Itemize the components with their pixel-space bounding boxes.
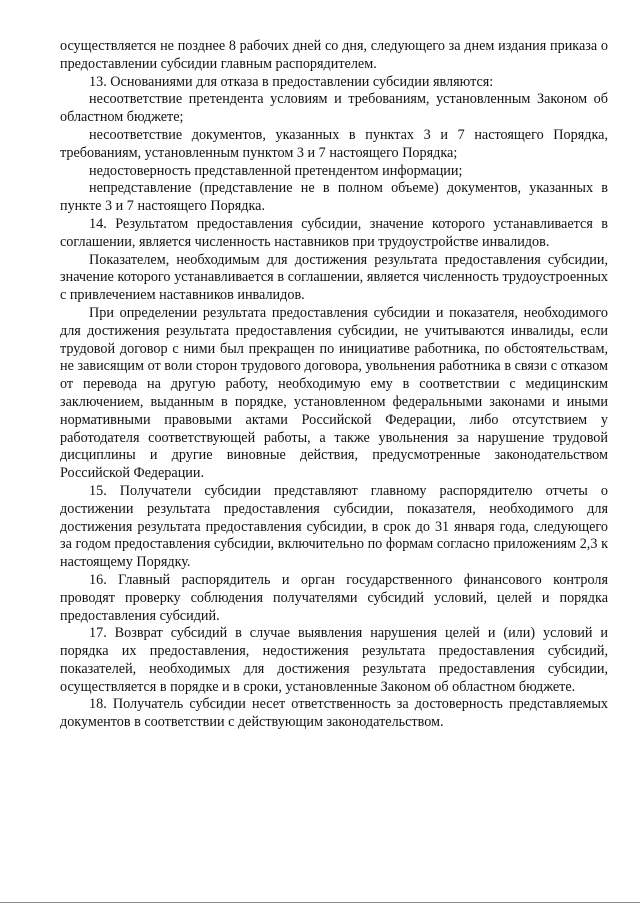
paragraph-13-item-3: недостоверность представленной претендентом информации;	[89, 162, 463, 179]
paragraph-exclusions: При определении результата предоставления субсидии и показателя, необходимого для достижения результата предоставления субсидии, не учитываются инвалиды, если трудовой договор с ними был прекращен по инициативе работника, по обстоятельствам, не зависящим от воли сторон трудового договора, увольнения работника в связи с отказом от перевода на другую работу, необходимую ему в соответствии с медицинским заключением, выданным в порядке, установленном федеральными законами и иными нормативными правовыми актами Российской Федерации, либо отсутствием у работодателя соответствующей работы, а также увольнения за нарушение трудовой дисциплины и другие виновные действия, предусмотренные законодательством Российской Федерации.	[60, 304, 608, 482]
paragraph-18: 18. Получатель субсидии несет ответственность за достоверность представляемых документов в соответствии с действующим законодательством.	[60, 696, 608, 731]
paragraph-13-item-4: непредставление (представление не в полном объеме) документов, указанных в пункте 3 и 7 настоящего Порядка.	[60, 180, 608, 215]
paragraph-17: 17. Возврат субсидий в случае выявления нарушения целей и (или) условий и порядка их предоставления, недостижения результата предоставления субсидий, показателей, необходимых для достижения результата предоставления субсидии, осуществляется в порядке и в сроки, установленные Законом об областном бюджете.	[60, 625, 608, 695]
document-page	[60, 38, 608, 732]
paragraph-continuation: осуществляется не позднее 8 рабочих дней со дня, следующего за днем издания приказа о предоставлении субсидии главным распорядителем.	[60, 38, 608, 72]
paragraph-16: 16. Главный распорядитель и орган государственного финансового контроля проводят проверку соблюдения получателями субсидий условий, целей и порядка предоставления субсидий.	[60, 571, 608, 624]
page-bottom-edge	[0, 902, 640, 903]
paragraph-13-item-1: несоответствие претендента условиям и требованиям, установленным Законом об областном бюджете;	[60, 91, 608, 126]
paragraph-indicator: Показателем, необходимым для достижения результата предоставления субсидии, значение которого устанавливается в соглашении, является численность трудоустроенных с привлечением наставников инвалидов.	[60, 251, 608, 304]
paragraph-13-heading: 13. Основаниями для отказа в предоставлении субсидии являются:	[89, 73, 494, 90]
paragraph-13-item-2: несоответствие документов, указанных в пунктах 3 и 7 настоящего Порядка, требованиям, установленным пунктом 3 и 7 настоящего Порядка;	[60, 126, 608, 161]
paragraph-15: 15. Получатели субсидии представляют главному распорядителю отчеты о достижении результата предоставления субсидии, показателя, необходимого для достижения результата предоставления субсидии, в срок до 31 января года, следующего за годом предоставления субсидии, включительно по формам согласно приложениям 2,3 к настоящему Порядку.	[60, 482, 608, 571]
paragraph-14: 14. Результатом предоставления субсидии, значение которого устанавливается в соглашении, является численность наставников при трудоустройстве инвалидов.	[60, 215, 608, 250]
